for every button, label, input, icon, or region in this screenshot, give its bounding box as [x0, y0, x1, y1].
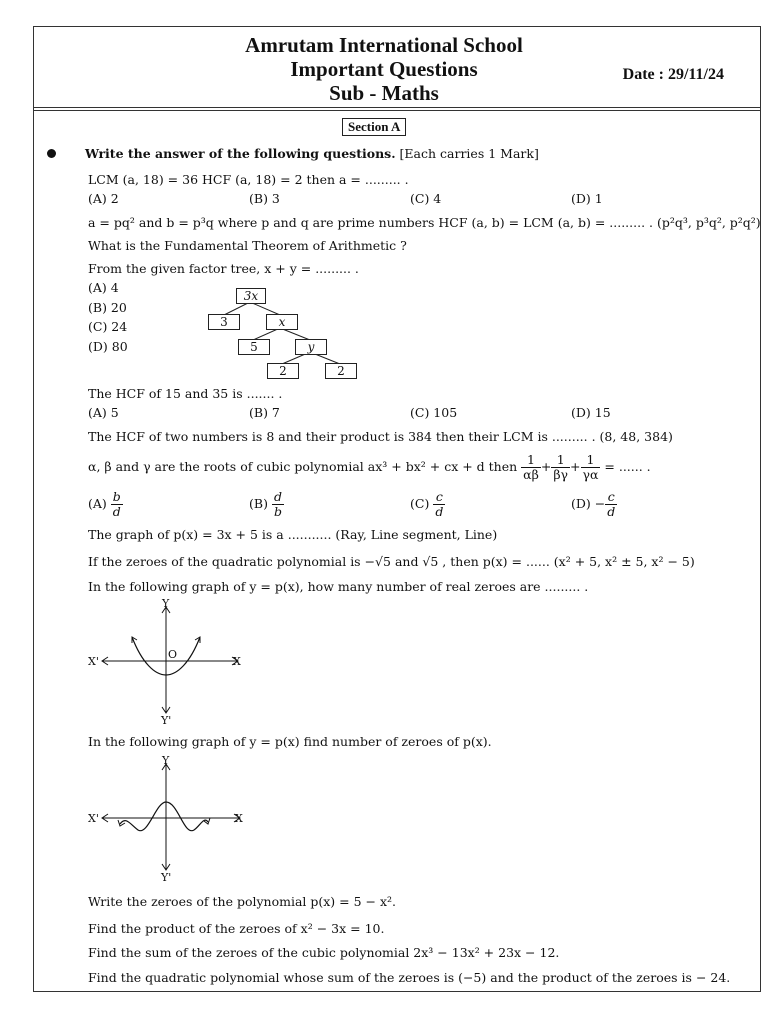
graph2-y-bottom: Y'	[161, 871, 172, 884]
q1-text: LCM (a, 18) = 36 HCF (a, 18) = 2 then a = ......... .	[88, 172, 409, 187]
section-label: Section A	[342, 118, 406, 136]
q1-option-a: (A) 2	[88, 191, 119, 206]
subject-label: Sub - Maths	[329, 81, 439, 105]
q7-suffix: = ...... .	[604, 459, 651, 474]
tree-node-5: 5	[238, 339, 270, 355]
graph1-y-bottom: Y'	[161, 714, 172, 727]
q7-line: α, β and γ are the roots of cubic polynomial ax³ + bx² + cx + d then $\frac{1}{\alpha\beta}$ + $\frac{1}{\beta\gamma}$ + $\frac{1}{\gamma\alpha}$ = ...... .	[88, 452, 651, 482]
q5-option-d: (D) 15	[571, 405, 611, 420]
graph1-origin: O	[168, 648, 178, 661]
tree-node-2a: 2	[267, 363, 299, 379]
q4-option-d: (D) 80	[88, 339, 128, 354]
q4-option-a: (A) 4	[88, 280, 119, 295]
tree-node-2b: 2	[325, 363, 357, 379]
q5-option-a: (A) 5	[88, 405, 119, 420]
graph2-x-left: X'	[88, 812, 99, 825]
q7-option-b: (B) $\frac{d}{b}$	[249, 489, 282, 519]
q7-prefix: α, β and γ are the roots of cubic polynomial ax³ + bx² + cx + d then	[88, 459, 518, 474]
date-label: Date : 29/11/24	[622, 66, 724, 83]
q7-frac-1: $\frac{1}{\alpha\beta}$	[523, 452, 539, 482]
graph2-y-top: Y	[162, 754, 170, 767]
q1-option-d: (D) 1	[571, 191, 603, 206]
q7-option-d: (D) − $\frac{c}{d}$	[571, 489, 616, 519]
q14-text: Find the sum of the zeroes of the cubic polynomial 2x³ − 13x² + 23x − 12.	[88, 945, 560, 960]
tree-root: 3x	[236, 288, 266, 304]
q1-option-b: (B) 3	[249, 191, 280, 206]
graph1-y-top: Y	[162, 597, 170, 610]
tree-node-3: 3	[208, 314, 240, 330]
graph1-x-right: X	[233, 655, 241, 668]
tree-node-x: x	[266, 314, 298, 330]
q7-frac-3: $\frac{1}{\gamma\alpha}$	[582, 452, 599, 482]
graph1-x-left: X'	[88, 655, 99, 668]
q13-text: Find the product of the zeroes of x² − 3x = 10.	[88, 921, 385, 936]
q4-text: From the given factor tree, x + y = ......... .	[88, 261, 359, 276]
instruction-main: Write the answer of the following questions.	[85, 146, 396, 161]
paper-title: Important Questions	[290, 57, 478, 81]
q10-text: In the following graph of y = p(x), how many number of real zeroes are ......... .	[88, 579, 589, 594]
q5-option-b: (B) 7	[249, 405, 280, 420]
q7-frac-2: $\frac{1}{\beta\gamma}$	[553, 452, 569, 482]
q4-option-b: (B) 20	[88, 300, 127, 315]
graph2-x-right: X	[235, 812, 243, 825]
graph-2	[80, 752, 260, 887]
q5-option-c: (C) 105	[410, 405, 458, 420]
factor-tree-lines	[0, 0, 768, 400]
tree-node-y: y	[295, 339, 327, 355]
q2-text: a = pq² and b = p³q where p and q are prime numbers HCF (a, b) = LCM (a, b) = ......... . (p²q³, p³q², p²q²)	[88, 215, 761, 230]
q8-text: The graph of p(x) = 3x + 5 is a ........... (Ray, Line segment, Line)	[88, 527, 498, 542]
q12-text: Write the zeroes of the polynomial p(x) = 5 − x².	[88, 894, 397, 909]
q7-option-c: (C) $\frac{c}{d}$	[410, 489, 444, 519]
q15-text: Find the quadratic polynomial whose sum of the zeroes is (−5) and the product of the zeroes is − 24.	[88, 970, 731, 985]
school-name: Amrutam International School	[245, 33, 523, 57]
q6-text: The HCF of two numbers is 8 and their product is 384 then their LCM is ......... . (8, 48, 384)	[88, 429, 673, 444]
q9-text: If the zeroes of the quadratic polynomial is −√5 and √5 , then p(x) = ...... (x² + 5, x² ± 5, x² − 5)	[88, 554, 695, 569]
q1-option-c: (C) 4	[410, 191, 442, 206]
q5-text: The HCF of 15 and 35 is ....... .	[88, 386, 283, 401]
instruction-marks: [Each carries 1 Mark]	[399, 146, 539, 161]
q7-option-a: (A) $\frac{b}{d}$	[88, 489, 121, 519]
q4-option-c: (C) 24	[88, 319, 128, 334]
q11-text: In the following graph of y = p(x) find number of zeroes of p(x).	[88, 734, 492, 749]
q3-text: What is the Fundamental Theorem of Arithmetic ?	[88, 238, 407, 253]
